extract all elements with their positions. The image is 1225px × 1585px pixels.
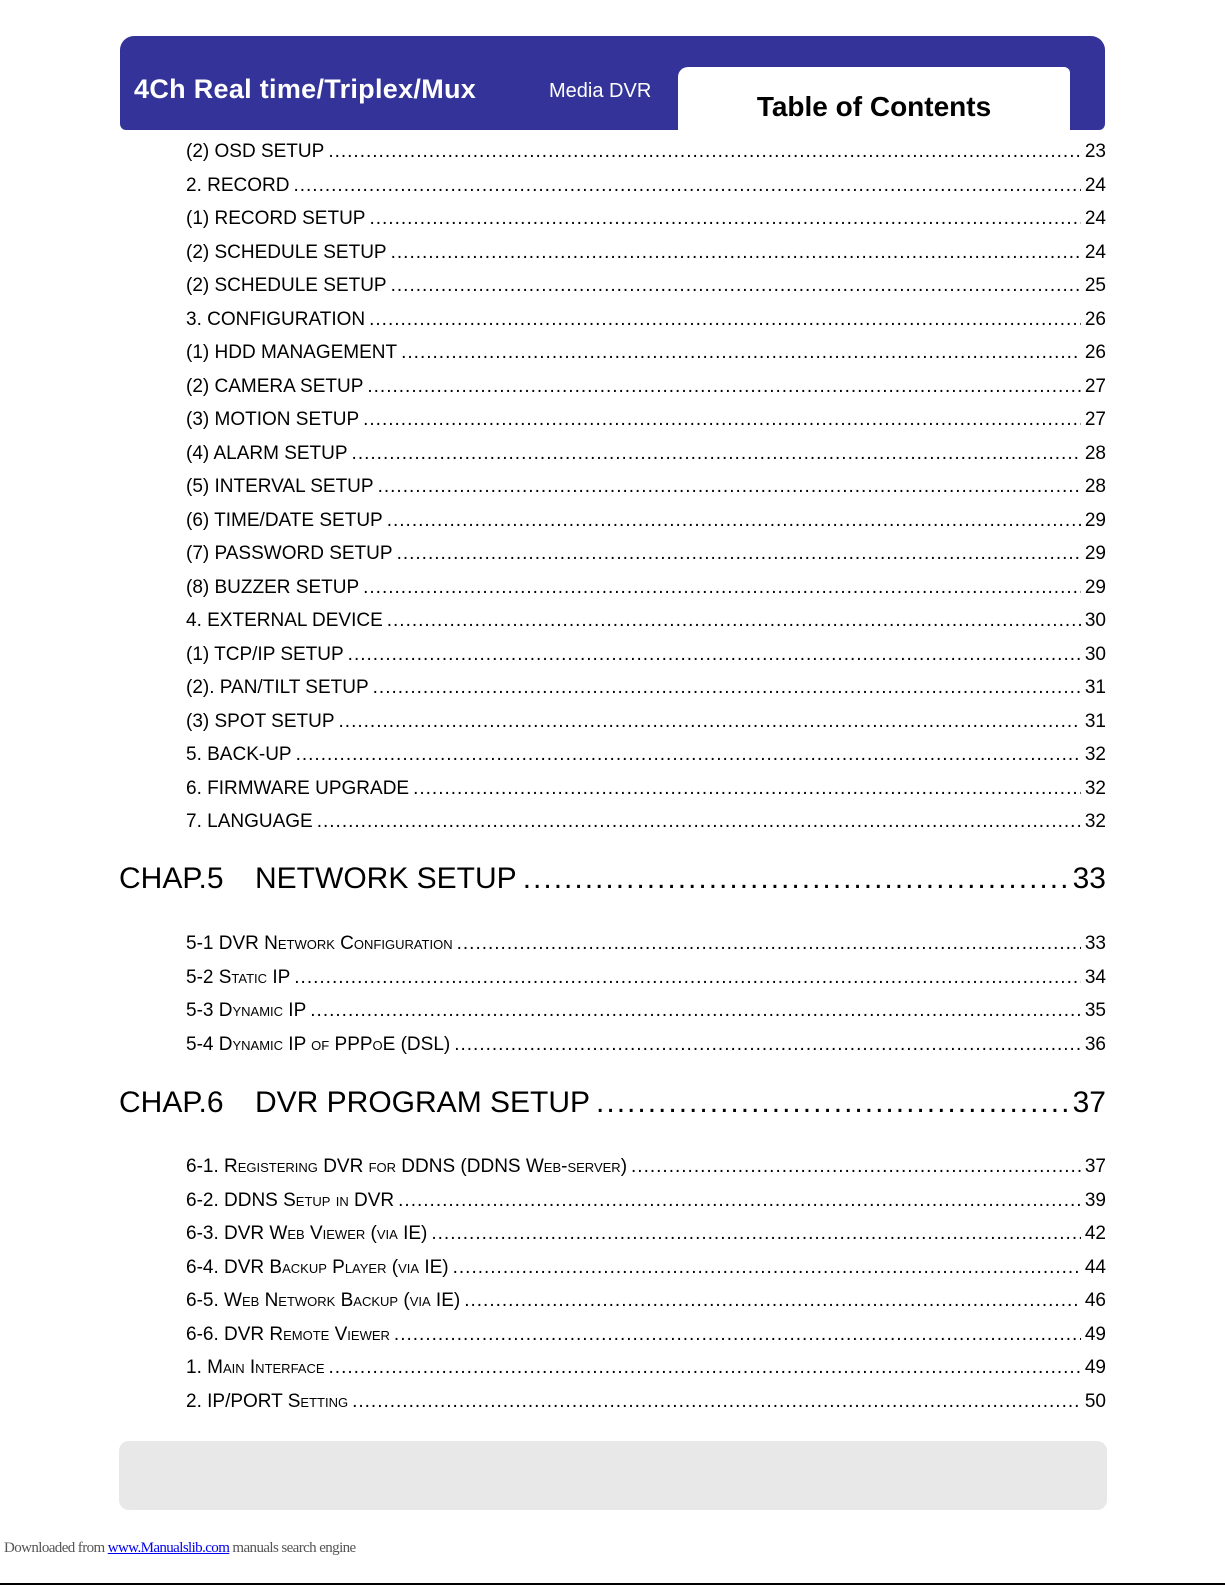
- dot-leader: [352, 437, 1081, 471]
- toc-entry-page: 26: [1084, 308, 1106, 330]
- toc-entry-page: 37: [1084, 1156, 1106, 1177]
- toc-entry-page: 24: [1084, 208, 1106, 229]
- toc-entry-label: (2) CAMERA SETUP: [186, 375, 364, 397]
- dot-leader: [367, 370, 1080, 404]
- toc-entry-page: 32: [1084, 811, 1106, 832]
- toc-entry-page: 28: [1084, 476, 1106, 497]
- dot-leader: [387, 604, 1081, 638]
- toc-entry[interactable]: [186, 1184, 1106, 1218]
- credit-prefix: Downloaded from: [4, 1540, 105, 1556]
- toc-entry[interactable]: [186, 961, 1106, 995]
- toc-entry-page: 27: [1084, 409, 1106, 430]
- toc-entry[interactable]: [186, 537, 1106, 571]
- toc-entry-page: 49: [1084, 1323, 1106, 1345]
- dot-leader: [387, 504, 1081, 538]
- toc-entry[interactable]: [186, 1217, 1106, 1251]
- toc-entry[interactable]: [186, 403, 1106, 437]
- dot-leader: [431, 1217, 1080, 1251]
- toc-entry-label: 5-1 DVR Network Configuration: [186, 933, 453, 954]
- toc-entry-page: 50: [1084, 1390, 1106, 1412]
- toc-entry-label: 2. IP/PORT Setting: [186, 1390, 349, 1412]
- toc-entry-label: 5-4 Dynamic IP of PPPoE (DSL): [186, 1033, 451, 1055]
- dot-leader: [348, 638, 1081, 672]
- toc-entry-label: 5-2 Static IP: [186, 966, 291, 988]
- chapter-heading-6[interactable]: [119, 1086, 1106, 1120]
- toc-entry-page: 25: [1084, 275, 1106, 296]
- dot-leader: [352, 1385, 1081, 1419]
- chapter-heading-5[interactable]: [119, 862, 1106, 896]
- dot-leader: [363, 403, 1081, 437]
- toc-entry-page: 29: [1084, 509, 1106, 531]
- toc-entry-page: 49: [1084, 1357, 1106, 1378]
- manualslib-link[interactable]: www.Manualslib.com: [107, 1540, 230, 1556]
- dot-leader: [457, 927, 1081, 961]
- toc-entry[interactable]: [186, 504, 1106, 538]
- chapter-number: CHAP.5: [119, 862, 224, 895]
- toc-entry[interactable]: [186, 169, 1106, 203]
- toc-entry-label: (2) SCHEDULE SETUP: [186, 275, 387, 296]
- toc-entry[interactable]: [186, 738, 1106, 772]
- toc-entry-label: 2. RECORD: [186, 174, 290, 196]
- dot-leader: [373, 671, 1081, 705]
- toc-entry-label: (8) BUZZER SETUP: [186, 576, 360, 598]
- toc-entry-page: 29: [1084, 543, 1106, 564]
- toc-entry-page: 27: [1084, 375, 1106, 397]
- toc-entry[interactable]: [186, 772, 1106, 806]
- dot-leader: [596, 1086, 1067, 1120]
- toc-entry-page: 29: [1084, 576, 1106, 598]
- dot-leader: [391, 269, 1081, 303]
- toc-entry-label: 5. BACK-UP: [186, 744, 292, 765]
- dot-leader: [631, 1150, 1081, 1184]
- toc-entry[interactable]: [186, 638, 1106, 672]
- toc-entry[interactable]: [186, 1284, 1106, 1318]
- product-title: 4Ch Real time/Triplex/Mux: [134, 74, 477, 104]
- toc-entry-label: (6) TIME/DATE SETUP: [186, 509, 383, 531]
- dot-leader: [296, 738, 1081, 772]
- toc-entry-label: 6-2. DDNS Setup in DVR: [186, 1189, 395, 1211]
- dot-leader: [391, 236, 1081, 270]
- toc-group-chapter5: [186, 927, 1106, 1061]
- toc-entry[interactable]: [186, 1351, 1106, 1385]
- toc-entry-label: 6-4. DVR Backup Player (via IE): [186, 1256, 449, 1278]
- toc-entry-page: 33: [1084, 933, 1106, 954]
- dot-leader: [401, 336, 1081, 370]
- toc-entry-label: (4) ALARM SETUP: [186, 442, 348, 464]
- toc-entry-label: (3) SPOT SETUP: [186, 710, 335, 732]
- chapter-number: CHAP.6: [119, 1086, 224, 1119]
- toc-entry-page: 35: [1084, 1000, 1106, 1021]
- dot-leader: [454, 1028, 1081, 1062]
- toc-entry-page: 36: [1084, 1033, 1106, 1055]
- dot-leader: [369, 303, 1081, 337]
- download-credit: [4, 1540, 356, 1557]
- toc-entry[interactable]: [186, 269, 1106, 303]
- toc-entry-page: 42: [1084, 1223, 1106, 1244]
- toc-entry-label: (1) TCP/IP SETUP: [186, 643, 344, 665]
- toc-entry-page: 44: [1084, 1256, 1106, 1278]
- toc-entry-label: (1) HDD MANAGEMENT: [186, 342, 398, 363]
- section-tab: [678, 67, 1070, 130]
- toc-entry[interactable]: [186, 336, 1106, 370]
- toc-entry[interactable]: [186, 303, 1106, 337]
- toc-entry-page: 32: [1084, 777, 1106, 799]
- dot-leader: [294, 961, 1081, 995]
- toc-entry-label: (2) OSD SETUP: [186, 141, 325, 162]
- toc-entry[interactable]: [186, 705, 1106, 739]
- dot-leader: [339, 705, 1081, 739]
- toc-entry[interactable]: [186, 135, 1106, 169]
- toc-entry-label: 6-5. Web Network Backup (via IE): [186, 1290, 461, 1311]
- dot-leader: [453, 1251, 1081, 1285]
- chapter-page: 33: [1072, 862, 1106, 895]
- toc-entry-page: 24: [1084, 174, 1106, 196]
- toc-entry-label: 4. EXTERNAL DEVICE: [186, 610, 383, 631]
- toc-entry-label: (3) MOTION SETUP: [186, 409, 360, 430]
- toc-entry-page: 24: [1084, 241, 1106, 263]
- toc-entry-page: 30: [1084, 610, 1106, 631]
- toc-entry[interactable]: [186, 604, 1106, 638]
- toc-entry-page: 26: [1084, 342, 1106, 363]
- toc-entry-label: 6-6. DVR Remote Viewer: [186, 1323, 390, 1345]
- toc-entry[interactable]: [186, 437, 1106, 471]
- page-title: Table of Contents: [756, 91, 992, 122]
- dot-leader: [397, 537, 1081, 571]
- toc-entry[interactable]: [186, 470, 1106, 504]
- toc-entry-page: 32: [1084, 744, 1106, 765]
- dot-leader: [329, 1351, 1081, 1385]
- toc-entry-page: 31: [1084, 710, 1106, 732]
- toc-entry-label: (5) INTERVAL SETUP: [186, 476, 374, 497]
- toc-entry[interactable]: [186, 671, 1106, 705]
- credit-suffix: manuals search engine: [232, 1540, 356, 1556]
- toc-entry-label: (2) SCHEDULE SETUP: [186, 241, 387, 263]
- footer-box: [119, 1441, 1107, 1510]
- header-banner: [120, 36, 1105, 130]
- toc-entry[interactable]: [186, 927, 1106, 961]
- toc-entry-label: (1) RECORD SETUP: [186, 208, 366, 229]
- toc-group-chapter6: [186, 1150, 1106, 1418]
- dot-leader: [413, 772, 1081, 806]
- toc-entry-label: 7. LANGUAGE: [186, 811, 313, 832]
- dot-leader: [464, 1284, 1081, 1318]
- toc-entry[interactable]: [186, 1150, 1106, 1184]
- dot-leader: [293, 169, 1080, 203]
- toc-group-chapter4: [186, 135, 1106, 839]
- toc-entry-page: 39: [1084, 1189, 1106, 1211]
- dot-leader: [328, 135, 1081, 169]
- toc-entry-page: 34: [1084, 966, 1106, 988]
- toc-entry[interactable]: [186, 202, 1106, 236]
- dot-leader: [310, 994, 1081, 1028]
- dot-leader: [394, 1318, 1081, 1352]
- dot-leader: [369, 202, 1080, 236]
- toc-entry[interactable]: [186, 236, 1106, 270]
- toc-entry[interactable]: [186, 994, 1106, 1028]
- dot-leader: [378, 470, 1081, 504]
- toc-entry-page: 30: [1084, 643, 1106, 665]
- toc-entry-page: 28: [1084, 442, 1106, 464]
- toc-entry-label: 6-3. DVR Web Viewer (via IE): [186, 1223, 428, 1244]
- toc-entry-page: 46: [1084, 1290, 1106, 1311]
- toc-entry-label: 6. FIRMWARE UPGRADE: [186, 777, 410, 799]
- chapter-title: NETWORK SETUP: [255, 862, 517, 895]
- toc-entry-label: (7) PASSWORD SETUP: [186, 543, 393, 564]
- toc-entry[interactable]: [186, 571, 1106, 605]
- toc-entry-page: 31: [1084, 677, 1106, 698]
- toc-entry[interactable]: [186, 1251, 1106, 1285]
- chapter-title: DVR PROGRAM SETUP: [255, 1086, 591, 1119]
- toc-entry-label: 5-3 Dynamic IP: [186, 1000, 307, 1021]
- toc-entry[interactable]: [186, 1318, 1106, 1352]
- toc-entry[interactable]: [186, 805, 1106, 839]
- dot-leader: [317, 805, 1081, 839]
- dot-leader: [523, 862, 1067, 896]
- toc-entry-label: (2). PAN/TILT SETUP: [186, 677, 369, 698]
- toc-entry[interactable]: [186, 1385, 1106, 1419]
- toc-entry-label: 6-1. Registering DVR for DDNS (DDNS Web-server): [186, 1156, 628, 1177]
- dot-leader: [363, 571, 1081, 605]
- toc-entry[interactable]: [186, 370, 1106, 404]
- toc-entry-label: 3. CONFIGURATION: [186, 308, 366, 330]
- product-subtitle: Media DVR: [549, 80, 652, 102]
- toc-entry[interactable]: [186, 1028, 1106, 1062]
- dot-leader: [398, 1184, 1081, 1218]
- toc-entry-page: 23: [1084, 141, 1106, 162]
- chapter-page: 37: [1072, 1086, 1106, 1119]
- toc-entry-label: 1. Main Interface: [186, 1357, 325, 1378]
